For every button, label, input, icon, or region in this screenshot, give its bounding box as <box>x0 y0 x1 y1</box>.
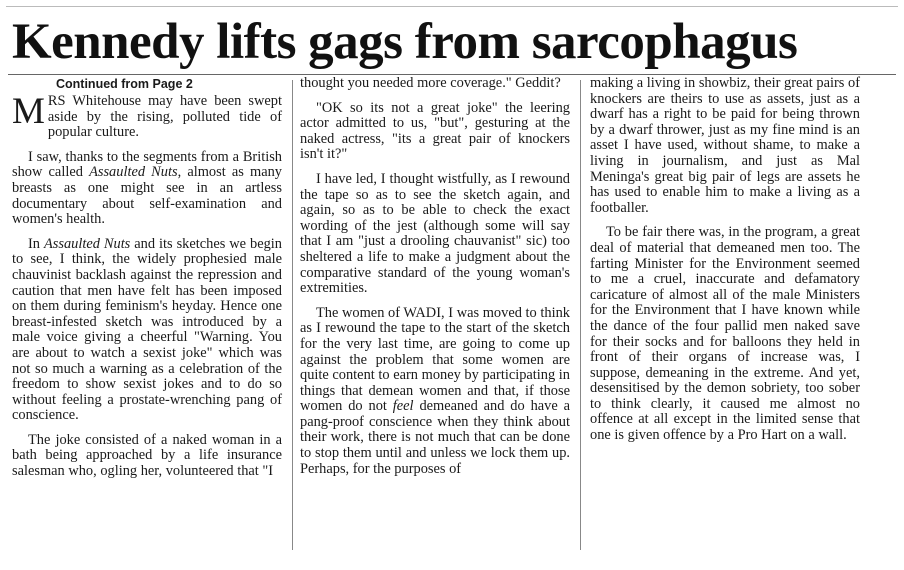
column-divider <box>580 80 581 550</box>
drop-cap: M <box>12 91 45 132</box>
paragraph: To be fair there was, in the program, a great deal of material that demeaned men too. The farting Minister for the Environment seemed to me a cruel, inaccurate and defamatory caricature of almost all of the male Ministers for the Environment that I have known while the dance of the four pallid men naked save for their socks and for balloons they held in front of their organs of increase was, I suppose, demeaning in the extreme. And yet, desensitised by the demon sobriety, too sober to think clearly, it caused me almost no offence at all except in the limited sense that one is given offence by a Pro Hart on a wall. <box>590 224 860 444</box>
column-divider <box>292 80 293 550</box>
paragraph <box>12 237 282 424</box>
paragraph-text: , almost as many breasts as one might see in an artless documentary about self-examination and women's health. <box>12 164 282 228</box>
paragraph: making a living in showbiz, their great pairs of knockers are theirs to use as assets, just as a dwarf has a right to be paid for being thrown by a dwarf thrower, just as my fine mind is an asset I have used, without shame, to make a living in journalism, and just as Mal Meninga's great big pair of legs are assets he has used to enable him to make a living as a footballer. <box>590 75 860 216</box>
paragraph <box>12 150 282 228</box>
paragraph: The joke consisted of a naked woman in a bath being approached by a life insurance salesman who, ogling her, volunteered that "I <box>12 431 282 480</box>
column-1 <box>12 76 282 489</box>
paragraph <box>12 91 282 141</box>
emphasis: feel <box>392 398 414 415</box>
paragraph: I have led, I thought wistfully, as I rewound the tape so as to see the sketch again, and again, so as to be able to check the exact wording of the jest (although some will say that I am "just a drooling chauvanist" sic) too sheltered a life to make a judgment about the comparative standard of the young woman's extremities. <box>300 170 570 297</box>
top-rule <box>6 6 898 7</box>
show-title: Assaulted Nuts <box>89 164 178 181</box>
paragraph <box>300 306 570 478</box>
headline: Kennedy lifts gags from sarcophagus <box>12 14 798 70</box>
paragraph-text: I saw, thanks to the segments from a British show called <box>12 148 282 181</box>
paragraph-text: RS Whitehouse may have been swept aside by the rising, polluted tide of popular culture. <box>47 93 282 141</box>
show-title: Assaulted Nuts <box>43 235 131 252</box>
paragraph: thought you needed more coverage." Geddit? <box>300 75 561 91</box>
paragraph-text: demeaned and do have a pang-proof conscience when they think about their work, there is not much that can be done to stop them until and unless we lock them up. Perhaps, for the purposes of <box>300 398 570 477</box>
column-2 <box>300 76 570 486</box>
continued-from-label: Continued from Page 2 <box>56 77 193 91</box>
paragraph-text: The women of WADI, I was moved to think as I rewound the tape to the start of the sketch for the very last time, are going to come up against the problem that some women are quite content to earn money by participating in things that demean women and that, if those women do not <box>300 304 570 415</box>
paragraph-text: and its sketches we begin to see, I think, the widely prophesied male chauvinist backlash against the repression and caution that men have felt has been imposed on them during feminism's heyday. Hence one breast-infested sketch was introduced by a male voice giving a cheerful "Warning. You are about to watch a sexist joke" which was not so much a warning as a celebration of the freedom to show sexist jokes and to do so without feeling a prostate-wrenching pang of conscience. <box>12 235 283 424</box>
paragraph: "OK so its not a great joke" the leering actor admitted to us, "but", gesturing at the naked actress, "its a great pair of knockers isn't it?" <box>300 99 570 163</box>
paragraph-text: In <box>28 235 44 252</box>
column-3 <box>590 76 860 453</box>
